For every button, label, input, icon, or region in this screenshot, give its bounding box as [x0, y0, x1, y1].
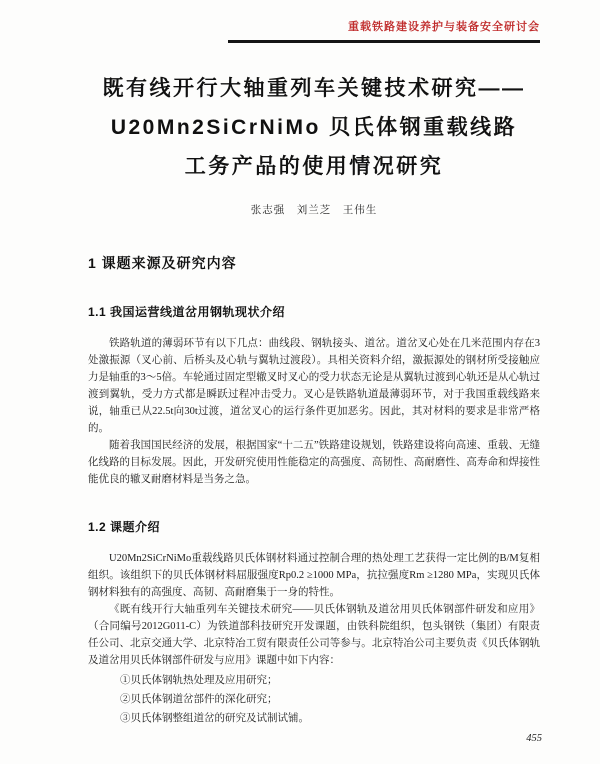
- subsection-heading-1-1: 1.1 我国运营线道岔用钢轨现状介绍: [88, 305, 286, 319]
- section-heading-1: 1 课题来源及研究内容: [88, 255, 237, 271]
- page-number: 455: [526, 733, 542, 744]
- subsection-1-2-body: [88, 550, 540, 728]
- paragraph: 随着我国国民经济的发展，根据国家“十二五”铁路建设规划，铁路建设将向高速、重载、无缝化线路的目标发展。因此，开发研究使用性能稳定的高强度、高韧性、高耐磨性、高寿命和焊接性能优良的辙叉耐磨材料是当务之急。: [88, 440, 540, 485]
- list-item: ②贝氏体钢道岔部件的深化研究；: [120, 694, 278, 705]
- research-items-list: [120, 671, 540, 728]
- authors-line: 张志强 刘兰芝 王伟生: [250, 205, 378, 216]
- list-item: ③贝氏体钢整组道岔的研究及试制试铺。: [120, 713, 309, 724]
- header-rule: [228, 40, 540, 43]
- subsection-1-1-body: [88, 335, 540, 488]
- conference-header: 重载铁路建设养护与装备安全研讨会: [348, 21, 540, 33]
- paragraph: 《既有线开行大轴重列车关键技术研究——贝氏体钢轨及道岔用贝氏体钢部件研发和应用》（合同编号2012G011-C）为铁道部科技研究开发课题，由铁科院组织，包头钢铁（集团）有限责任公司、北京交通大学、北京特冶工贸有限责任公司等参与。北京特冶公司主要负责《贝氏体钢轨及道岔用贝氏体钢部件研发与应用》课题中如下内容：: [88, 604, 540, 666]
- paragraph: U20Mn2SiCrNiMo重载线路贝氏体钢材料通过控制合理的热处理工艺获得一定比例的B/M复相组织。该组织下的贝氏体钢材料屈服强度Rp0.2 ≥1000 MPa，抗拉强度Rm ≥1280 MPa，实现贝氏体钢材料独有的高强度、高韧、高耐磨集于一身的特性。: [88, 553, 540, 598]
- list-item: ①贝氏体钢轨热处理及应用研究；: [120, 675, 278, 686]
- paragraph: 铁路轨道的薄弱环节有以下几点：曲线段、钢轨接头、道岔。道岔叉心处在几米范围内存在3处激振源（叉心前、后桥头及心轨与翼轨过渡段）。具相关资料介绍，激振源处的钢材所受接触应力是轴重的3～5倍。车轮通过固定型辙叉时叉心的受力状态无论是从翼轨过渡到心轨还是从心轨过渡到翼轨，受力方式都是瞬跃过程冲击受力。叉心是铁路轨道最薄弱环节，对于我国重载线路来说，轴重已从22.5t向30t过渡，道岔叉心的运行条件更加恶劣。因此，其对材料的要求是非常严格的。: [88, 338, 540, 434]
- subsection-heading-1-2: 1.2 课题介绍: [88, 520, 161, 534]
- paper-title-line3: 工务产品的使用情况研究: [184, 155, 444, 178]
- paper-title-line1: 既有线开行大轴重列车关键技术研究——: [102, 77, 526, 100]
- paper-title: [88, 69, 540, 186]
- paper-title-line2: U20Mn2SiCrNiMo 贝氏体钢重载线路: [110, 116, 518, 139]
